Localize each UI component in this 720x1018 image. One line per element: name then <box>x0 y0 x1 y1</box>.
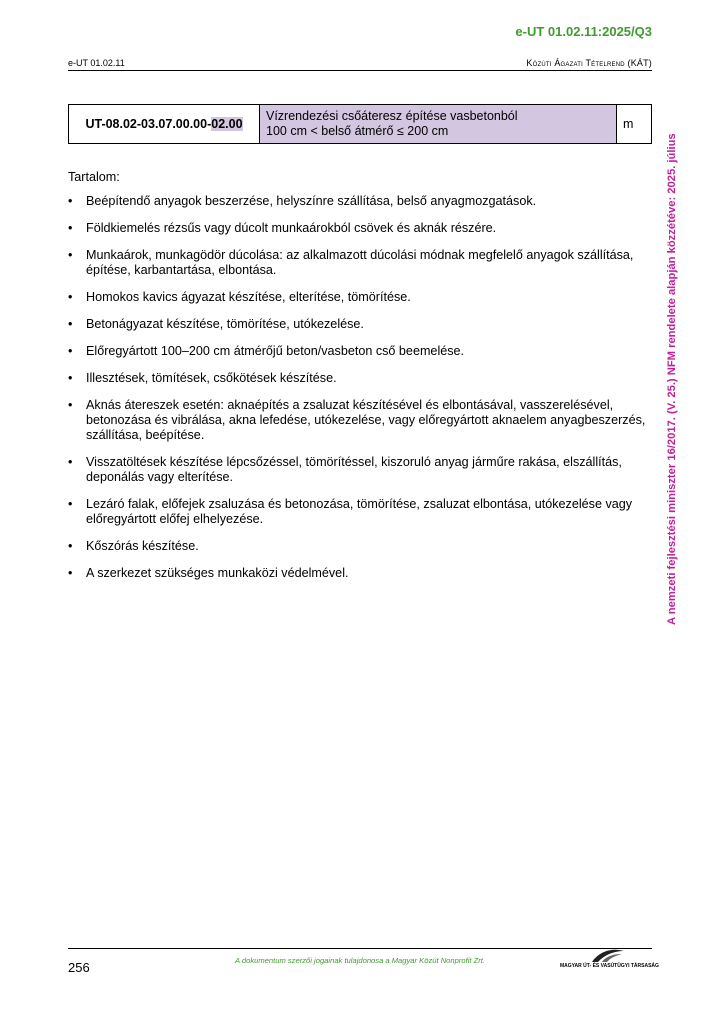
bullet-icon: • <box>68 398 73 412</box>
list-item-text: Beépítendő anyagok beszerzése, helyszínre szállítása, belső anyagmozgatások. <box>86 194 537 208</box>
bullet-icon: • <box>68 539 73 553</box>
item-description-cell <box>260 105 617 144</box>
list-item-text: Homokos kavics ágyazat készítése, elterítése, tömörítése. <box>86 290 411 304</box>
bullet-icon: • <box>68 317 73 331</box>
item-code-prefix: UT-08.02-03.07.00.00- <box>85 117 212 131</box>
list-item-text: Kőszórás készítése. <box>86 539 199 553</box>
bullet-icon: • <box>68 497 73 511</box>
list-item-text: Visszatöltések készítése lépcsőzéssel, tömörítéssel, kiszoruló anyag járműre rakása, elszállítás, deponálás vagy elterítése. <box>86 455 622 484</box>
header-divider <box>68 70 652 71</box>
logo-text: MAGYAR ÚT- ÉS VASÚTÜGYI TÁRSASÁG <box>560 963 659 969</box>
list-item-text: Munkaárok, munkagödör dúcolása: az alkalmazott dúcolási módnak megfelelő anyagok szállítása, építése, karbantartása, elbontása. <box>86 248 634 277</box>
item-description-line-1: Vízrendezési csőáteresz építése vasbetonból <box>266 109 518 123</box>
item-description-line-2: 100 cm < belső átmérő ≤ 200 cm <box>266 124 449 138</box>
document-code: e-UT 01.02.11:2025/Q3 <box>515 24 652 39</box>
bullet-icon: • <box>68 290 73 304</box>
item-code-suffix: 02.00 <box>211 117 243 131</box>
bullet-icon: • <box>68 248 73 262</box>
list-item-text: Aknás átereszek esetén: aknaépítés a zsaluzat készítésével és elbontásával, vasszerelésével, betonozása és vibrálása, akna lefedése, utókezelése, vagy előregyártott aknaelem anyagbeszerzés, szállítása, beépítése. <box>86 398 646 442</box>
list-item <box>68 455 652 485</box>
bullet-icon: • <box>68 455 73 469</box>
bullet-icon: • <box>68 194 73 208</box>
copyright-notice: A dokumentum szerzői jogainak tulajdonosa a Magyar Közút Nonprofit Zrt. <box>234 956 485 965</box>
list-item <box>68 497 652 527</box>
item-code-cell <box>69 105 260 144</box>
bullet-icon: • <box>68 221 73 235</box>
road-swoosh-icon <box>590 948 626 964</box>
list-item <box>68 398 652 443</box>
list-item <box>68 248 652 278</box>
side-publication-note: A nemzeti fejlesztési miniszter 16/2017. (V. 25.) NFM rendelete alapján közzétéve: 2025. július <box>666 133 678 625</box>
list-item <box>68 290 652 305</box>
bullet-icon: • <box>68 344 73 358</box>
list-item <box>68 371 652 386</box>
list-item <box>68 194 652 209</box>
header-right: Közúti Ágazati Tételrend (KÁT) <box>526 58 652 68</box>
list-item-text: Illesztések, tömítések, csőkötések készítése. <box>86 371 337 385</box>
item-table <box>68 104 652 144</box>
content-title: Tartalom: <box>68 170 120 184</box>
list-item-text: Betonágyazat készítése, tömörítése, utókezelése. <box>86 317 364 331</box>
content-list <box>68 194 652 581</box>
list-item <box>68 317 652 332</box>
list-item <box>68 344 652 359</box>
header-left: e-UT 01.02.11 <box>68 58 125 68</box>
bullet-icon: • <box>68 566 73 580</box>
item-unit-cell: m <box>617 105 652 144</box>
list-item-text: Földkiemelés rézsűs vagy dúcolt munkaárokból csövek és aknák részére. <box>86 221 497 235</box>
list-item-text: Lezáró falak, előfejek zsaluzása és betonozása, tömörítése, zsaluzat elbontása, utókezelése vagy előregyártott előfej elhelyezése. <box>86 497 633 526</box>
society-logo <box>560 948 659 974</box>
bullet-icon: • <box>68 371 73 385</box>
list-item <box>68 221 652 236</box>
list-item-text: A szerkezet szükséges munkaközi védelmével. <box>86 566 349 580</box>
content-section <box>68 170 652 593</box>
list-item <box>68 539 652 554</box>
list-item-text: Előregyártott 100–200 cm átmérőjű beton/vasbeton cső beemelése. <box>86 344 465 358</box>
list-item <box>68 566 652 581</box>
item-row <box>69 105 652 144</box>
page-number: 256 <box>68 960 90 975</box>
